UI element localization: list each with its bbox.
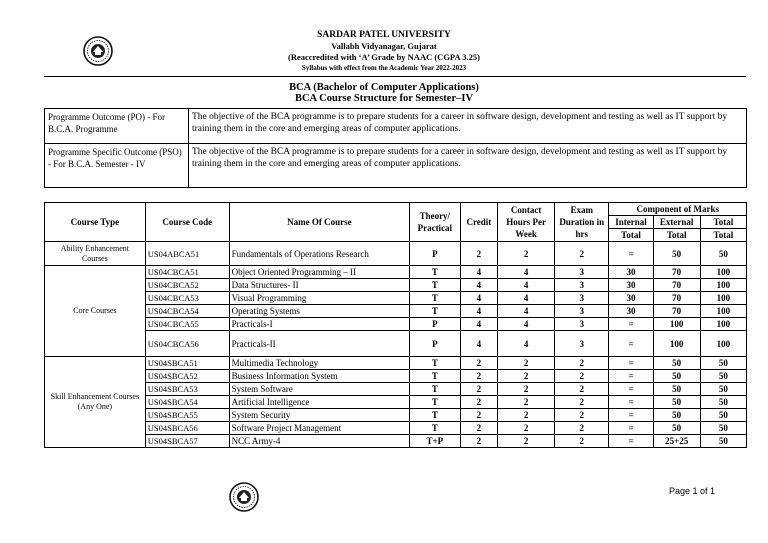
table-row [45,331,747,357]
header-external-total: Total [653,229,700,242]
credit-cell: 2 [460,370,498,383]
course-code-cell: US04CBCA52 [145,279,229,292]
course-name-cell: NCC Army-4 [229,435,409,448]
course-name-cell: Data Structures- II [229,279,409,292]
internal-marks-cell: = [609,357,653,370]
table-row [45,422,747,435]
total-marks-cell: 100 [700,279,746,292]
external-marks-cell: 50 [653,357,700,370]
theory-practical-cell: T [410,383,460,396]
internal-marks-cell: 30 [609,279,653,292]
course-name-cell: Operating Systems [229,305,409,318]
course-code-cell: US04SBCA56 [145,422,229,435]
internal-marks-cell: = [609,370,653,383]
credit-cell: 4 [460,292,498,305]
table-row [45,396,747,409]
total-marks-cell: 50 [700,383,746,396]
course-code-cell: US04SBCA57 [145,435,229,448]
exam-duration-cell: 2 [554,370,609,383]
university-seal-bottom-icon [229,482,259,512]
exam-duration-cell: 3 [554,266,609,279]
accreditation-note: (Reaccredited with ‘A’ Grade by NAAC (CGPA 3.25) [287,52,480,62]
course-name-cell: Artificial Intelligence [229,396,409,409]
course-code-cell: US04SBCA55 [145,409,229,422]
internal-marks-cell: = [609,409,653,422]
syllabus-note: Syllabus with effect from the Academic Year 2022-2023 [301,64,467,72]
total-marks-cell: 100 [700,266,746,279]
contact-hours-cell: 2 [498,242,555,266]
exam-duration-cell: 3 [554,279,609,292]
contact-hours-cell: 2 [498,357,555,370]
theory-practical-cell: T [410,357,460,370]
course-code-cell: US04CBCA55 [145,318,229,331]
title-line-2: BCA Course Structure for Semester–IV [294,93,474,104]
theory-practical-cell: T [410,422,460,435]
header-course-code: Course Code [145,203,229,242]
credit-cell: 2 [460,357,498,370]
table-row [45,292,747,305]
header-course-name: Name Of Course [229,203,409,242]
total-marks-cell: 50 [700,242,746,266]
header-component-of-marks: Component of Marks [609,203,747,216]
contact-hours-cell: 4 [498,305,555,318]
header-credit: Credit [460,203,498,242]
contact-hours-cell: 2 [498,435,555,448]
theory-practical-cell: T [410,396,460,409]
header-total: Total [700,216,746,229]
table-row [45,242,747,266]
credit-cell: 2 [460,422,498,435]
total-marks-cell: 50 [700,357,746,370]
course-code-cell: US04SBCA53 [145,383,229,396]
credit-cell: 4 [460,266,498,279]
university-location: Vallabh Vidyanagar, Gujarat [331,41,437,51]
external-marks-cell: 100 [653,318,700,331]
total-marks-cell: 50 [700,435,746,448]
theory-practical-cell: P [410,331,460,357]
university-name: SARDAR PATEL UNIVERSITY [317,30,451,40]
exam-duration-cell: 2 [554,396,609,409]
external-marks-cell: 50 [653,242,700,266]
exam-duration-cell: 3 [554,292,609,305]
external-marks-cell: 50 [653,370,700,383]
table-row [45,318,747,331]
theory-practical-cell: T [410,409,460,422]
total-marks-cell: 100 [700,331,746,357]
exam-duration-cell: 2 [554,435,609,448]
course-code-cell: US04CBCA51 [145,266,229,279]
document-header [0,30,768,74]
course-name-cell: Fundamentals of Operations Research [229,242,409,266]
external-marks-cell: 100 [653,331,700,357]
outcomes-table [44,108,747,188]
credit-cell: 4 [460,279,498,292]
theory-practical-cell: T+P [410,435,460,448]
outcome-label: Programme Outcome (PO) - For B.C.A. Programme [45,109,189,144]
course-code-cell: US04SBCA54 [145,396,229,409]
credit-cell: 2 [460,409,498,422]
internal-marks-cell: = [609,242,653,266]
total-marks-cell: 50 [700,396,746,409]
course-name-cell: Software Project Management [229,422,409,435]
table-row [45,383,747,396]
outcome-text: The objective of the BCA programme is to prepare students for a career in software design, development and testing as well as IT support by training them in the core and emerging areas of computer applications. [189,109,747,144]
outcome-text: The objective of the BCA programme is to prepare students for a career in software design, development and testing as well as IT support by training them in the core and emerging areas of computer applications. [189,144,747,188]
internal-marks-cell: 30 [609,266,653,279]
exam-duration-cell: 2 [554,422,609,435]
credit-cell: 4 [460,318,498,331]
header-course-type: Course Type [45,203,146,242]
table-row [45,279,747,292]
contact-hours-cell: 2 [498,422,555,435]
contact-hours-cell: 2 [498,396,555,409]
total-marks-cell: 50 [700,370,746,383]
exam-duration-cell: 3 [554,318,609,331]
internal-marks-cell: = [609,383,653,396]
course-name-cell: Multimedia Technology [229,357,409,370]
theory-practical-cell: T [410,266,460,279]
table-row [45,305,747,318]
theory-practical-cell: T [410,279,460,292]
table-row [45,409,747,422]
external-marks-cell: 50 [653,409,700,422]
header-external: External [653,216,700,229]
exam-duration-cell: 3 [554,331,609,357]
external-marks-cell: 70 [653,305,700,318]
table-row [45,357,747,370]
table-row [45,266,747,279]
external-marks-cell: 70 [653,279,700,292]
external-marks-cell: 25+25 [653,435,700,448]
course-name-cell: Visual Programming [229,292,409,305]
page-number: Page 1 of 1 [669,486,716,496]
credit-cell: 4 [460,305,498,318]
total-marks-cell: 50 [700,422,746,435]
course-name-cell: System Security [229,409,409,422]
exam-duration-cell: 2 [554,242,609,266]
course-name-cell: Object Oriented Programming – II [229,266,409,279]
title-line-1: BCA (Bachelor of Computer Applications) [289,82,479,93]
header-theory-practical: Theory/ Practical [410,203,460,242]
header-internal-total: Total [609,229,653,242]
total-marks-cell: 100 [700,305,746,318]
course-name-cell: System Software [229,383,409,396]
contact-hours-cell: 4 [498,292,555,305]
theory-practical-cell: T [410,305,460,318]
theory-practical-cell: T [410,292,460,305]
internal-marks-cell: = [609,396,653,409]
contact-hours-cell: 2 [498,370,555,383]
course-code-cell: US04ABCA51 [145,242,229,266]
total-marks-cell: 100 [700,318,746,331]
outcome-row-po [45,109,747,144]
exam-duration-cell: 2 [554,357,609,370]
header-exam-duration: Exam Duration in hrs [554,203,609,242]
credit-cell: 4 [460,331,498,357]
internal-marks-cell: = [609,435,653,448]
internal-marks-cell: = [609,318,653,331]
course-table-body [45,242,747,448]
total-marks-cell: 100 [700,292,746,305]
document-title [0,82,768,104]
external-marks-cell: 70 [653,266,700,279]
exam-duration-cell: 2 [554,409,609,422]
total-marks-cell: 50 [700,409,746,422]
header-total-total: Total [700,229,746,242]
course-name-cell: Practicals-II [229,331,409,357]
theory-practical-cell: P [410,318,460,331]
course-code-cell: US04CBCA53 [145,292,229,305]
course-type-cell: Ability Enhancement Courses [45,242,146,266]
course-type-cell: Skill Enhancement Courses (Any One) [45,357,146,448]
credit-cell: 2 [460,242,498,266]
course-name-cell: Business Information System [229,370,409,383]
exam-duration-cell: 2 [554,383,609,396]
credit-cell: 2 [460,383,498,396]
internal-marks-cell: = [609,331,653,357]
external-marks-cell: 50 [653,396,700,409]
contact-hours-cell: 4 [498,318,555,331]
course-structure-table [44,202,747,448]
course-code-cell: US04CBCA56 [145,331,229,357]
table-row [45,435,747,448]
contact-hours-cell: 4 [498,266,555,279]
contact-hours-cell: 4 [498,279,555,292]
credit-cell: 2 [460,396,498,409]
external-marks-cell: 50 [653,383,700,396]
course-code-cell: US04SBCA52 [145,370,229,383]
exam-duration-cell: 3 [554,305,609,318]
contact-hours-cell: 2 [498,383,555,396]
outcome-label: Programme Specific Outcome (PSO) - For B.C.A. Semester - IV [45,144,189,188]
table-row [45,370,747,383]
header-divider [44,76,746,77]
course-code-cell: US04CBCA54 [145,305,229,318]
contact-hours-cell: 4 [498,331,555,357]
outcome-row-pso [45,144,747,188]
internal-marks-cell: = [609,422,653,435]
external-marks-cell: 70 [653,292,700,305]
external-marks-cell: 50 [653,422,700,435]
theory-practical-cell: T [410,370,460,383]
credit-cell: 2 [460,435,498,448]
contact-hours-cell: 2 [498,409,555,422]
header-contact-hours: Contact Hours Per Week [498,203,555,242]
course-name-cell: Practicals-I [229,318,409,331]
course-code-cell: US04SBCA51 [145,357,229,370]
theory-practical-cell: P [410,242,460,266]
header-internal: Internal [609,216,653,229]
course-type-cell: Core Courses [45,266,146,357]
internal-marks-cell: 30 [609,292,653,305]
internal-marks-cell: 30 [609,305,653,318]
